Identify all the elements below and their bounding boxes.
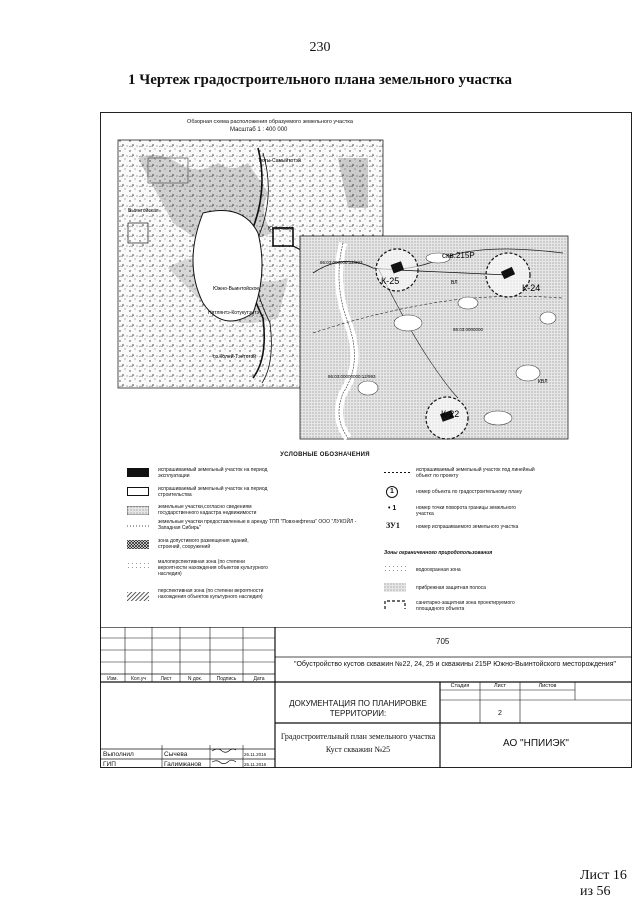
document-title: 1 Чертеж градостроительного плана земельного участка (128, 72, 512, 88)
legend-text: номер точки поворота границы земельного участка (416, 505, 516, 517)
header-cell: Изм. (107, 676, 118, 682)
cadastral-label: 86:03:00000000:12/993 (328, 374, 376, 379)
legend-symbol-construction (127, 487, 149, 496)
header-cell: Лист (160, 676, 172, 682)
legend-symbol-sanitary-zone (384, 600, 406, 610)
legend-text: номер испрашиваемого земельного участка (416, 524, 519, 530)
sheet-desc: Градостроительный план земельного участка (280, 732, 436, 741)
legend-symbol-linear-object (384, 468, 410, 477)
legend-symbol-coastal-strip (384, 583, 406, 592)
role-label: Выполнил (103, 751, 134, 758)
legend-text: зона допустимого размещения зданий, строений, сооружений (158, 538, 249, 550)
header-cell: Подпись (216, 676, 237, 682)
cluster-label: К-22 (441, 409, 460, 419)
header-cell: Кол.уч (131, 676, 146, 682)
sheet-desc: Куст скважин №25 (325, 745, 391, 754)
cluster-label: К-25 (381, 276, 400, 286)
legend-symbol-permitted-zone (127, 540, 149, 549)
doc-code: 705 (436, 637, 450, 646)
header-cell: N док. (187, 676, 203, 682)
legend-symbol-cadastre (127, 506, 149, 515)
legend-symbol-prospect-zone (127, 592, 149, 601)
stage-header: Лист (494, 683, 506, 689)
doc-type: ДОКУМЕНТАЦИЯ ПО ПЛАНИРОВКЕ ТЕРРИТОРИИ: (289, 699, 427, 718)
overview-place-label: Выинтойская (128, 208, 159, 214)
sign-date: 26.11.2016 (244, 762, 267, 767)
legend-symbol-lease (127, 523, 149, 529)
legend-symbol-operation (127, 468, 149, 477)
line-label: ВЛ (451, 280, 458, 286)
overview-title: Обзорная схема расположения образуемого земельного участка (187, 119, 353, 125)
sheet-number: 2 (498, 710, 502, 717)
legend-text: земельные участки предоставленные в аренду ТПП "Повхнефтегаз" ООО "ЛУКОЙЛ - Западная Сибирь" (158, 519, 357, 531)
overview-scale: Масштаб 1 : 400 000 (230, 127, 288, 133)
legend-text: номер объекта по градостроительному плану (416, 489, 523, 495)
sign-date: 26.11.2016 (244, 752, 267, 757)
role-label: ГИП (103, 761, 116, 768)
legend-title: УСЛОВНЫЕ ОБОЗНАЧЕНИЯ (280, 452, 370, 458)
person-name: Сычева (164, 751, 188, 758)
zones-title: Зоны ограниченного природопользования (384, 550, 493, 556)
legend-symbol-low-prospect-zone (127, 562, 149, 571)
stage-header: Стадия (450, 683, 470, 689)
legend-text: перспективная зона (по степени вероятности нахождения объектов культурного наследия) (158, 588, 264, 600)
detail-map (300, 236, 568, 439)
legend-text: испрашиваемый земельный участок на период эксплуатации (158, 467, 268, 479)
legend-text: земельные участки,согласно сведениям государственного кадастра недвижимости (158, 504, 257, 516)
page-number: 230 (309, 40, 331, 55)
legend-symbol-plot-number: ЗУ1 (386, 521, 400, 530)
legend-symbol-turn-point: • 1 (388, 505, 397, 512)
legend-text: санитарно-защитная зона проектируемого площадного объекта (416, 600, 515, 612)
overview-place-label: Нятлянтэ-Котукутэнтэ (208, 310, 260, 316)
legend-text: малоперспективная зона (по степени вероятности нахождения объектов культурного наследия) (158, 559, 268, 577)
overview-place-label: Тюты-Самыйтотэй (258, 158, 301, 164)
overview-place-label: оз.Колей-Тэнтотэй (213, 354, 257, 360)
cluster-label: К-24 (522, 283, 541, 293)
legend-text: водоохранная зона (416, 567, 461, 573)
project-name: "Обустройство кустов скважин №22, 24, 25 и скважины 215Р Южно-Выинтойского месторождения" (294, 661, 616, 668)
map-figure (108, 118, 572, 442)
legend-text: испрашиваемый земельный участок на период строительства (158, 486, 268, 498)
legend-text: испрашиваемый земельный участок под линейный объект по проекту (416, 467, 535, 479)
person-name: Галимжанов (164, 761, 202, 768)
page-footer: Лист 16 из 56 (580, 868, 627, 899)
legend-text: прибрежная защитная полоса (416, 585, 486, 591)
header-cell: Дата (253, 676, 265, 682)
legend-symbol-water-zone (384, 565, 406, 574)
well-label: скв.215Р (442, 251, 475, 260)
cadastral-label: 86:03:0000000 (453, 327, 484, 332)
cadastral-label: 86:03:000000:12/993 (320, 260, 363, 265)
company-name: АО "НПИИЭК" (503, 738, 569, 749)
line-label: КВЛ (538, 379, 548, 385)
overview-place-label: Ю.Кочевое (268, 226, 294, 232)
overview-place-label: Южно-Выинтойское (213, 286, 260, 292)
legend-symbol-object-number: 1 (386, 486, 398, 498)
stage-header: Листов (538, 683, 557, 689)
